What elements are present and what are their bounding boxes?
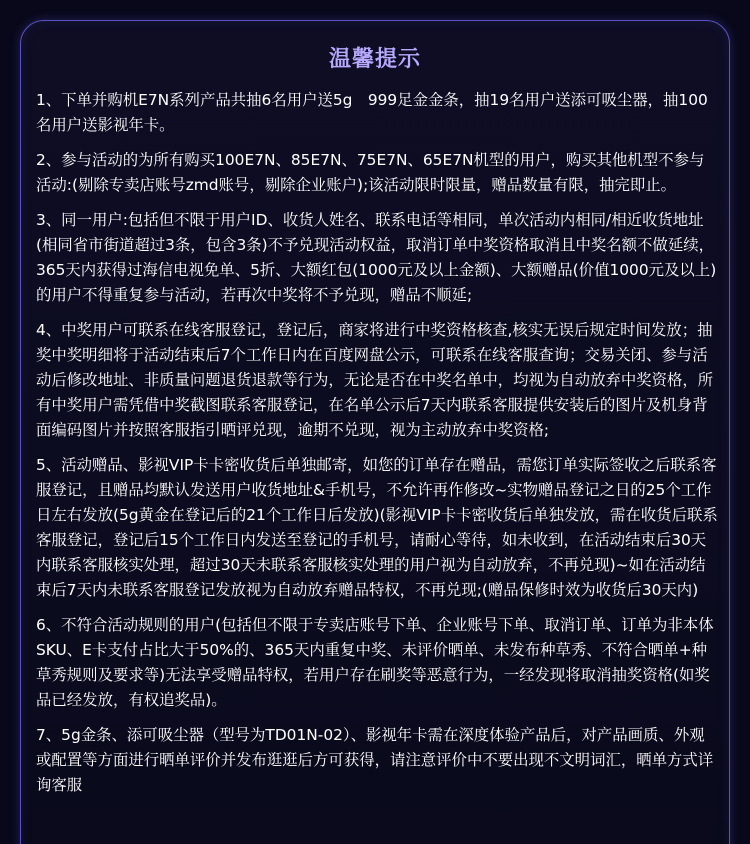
rule-item-3: 3、同一用户:包括但不限于用户ID、收货人姓名、联系电话等相同，单次活动内相同/相近收货地址(相同省市街道超过3条，包含3条)不予兑现活动权益，取消订单中奖资格取消且中奖名额不做延续，365天内获得过海信电视免单、5折、大额红包(1000元及以上金额)、大额赠品(价值1000元及以上)的用户不得重复参与活动，若再次中奖将不予兑现，赠品不顺延; [36,211,717,304]
rule-item-4: 4、中奖用户可联系在线客服登记，登记后，商家将进行中奖资格核查,核实无误后规定时间发放；抽奖中奖明细将于活动结束后7个工作日内在百度网盘公示，可联系在线客服查询；交易关闭、参与活动后修改地址、非质量问题退货退款等行为，无论是否在中奖名单中，均视为自动放弃中奖资格，所有中奖用户需凭借中奖截图联系客服登记，在名单公示后7天内联系客服提供安装后的图片及机身背面编码图片并按照客服指引晒评兑现，逾期不兑现，视为主动放弃中奖资格; [36,321,714,439]
rule-item-7: 7、5g金条、添可吸尘器（型号为TD01N-02）、影视年卡需在深度体验产品后，对产品画质、外观或配置等方面进行晒单评价并发布逛逛后方可获得，请注意评价中不要出现不文明词汇，晒单方式详询客服 [36,726,714,794]
rule-item-5: 5、活动赠品、影视VIP卡卡密收货后单独邮寄，如您的订单存在赠品，需您订单实际签收之后联系客服登记，且赠品均默认发送用户收货地址&手机号，不允许再作修改~实物赠品登记之日的25个工作日左右发放(5g黄金在登记后的21个工作日后发放)(影视VIP卡卡密收货后单独发放，需在收货后联系客服登记，登记后15个工作日内发送至登记的手机号，请耐心等待，如未收到，在活动结束后30天内联系客服核实处理，超过30天未联系客服核实处理的用户视为自动放弃，不再兑现)~如在活动结束后7天内未联系客服登记发放视为自动放弃赠品特权，不再兑现;(赠品保修时效为收货后30天内) [36,456,718,599]
rule-item-1: 1、下单并购机E7N系列产品共抽6名用户送5g 999足金金条，抽19名用户送添可吸尘器，抽100名用户送影视年卡。 [36,91,708,134]
notice-title: 温馨提示 [328,47,421,72]
rules-list [36,88,718,808]
rule-item-6: 6、不符合活动规则的用户(包括但不限于专卖店账号下单、企业账号下单、取消订单、订单为非本体SKU、E卡支付占比大于50%的、365天内重复中奖、未评价晒单、未发布种草秀、不符合晒单+种草秀规则及要求等)无法享受赠品特权，若用户存在刷奖等恶意行为，一经发现将取消抽奖资格(如奖品已经发放，有权追奖品)。 [36,616,714,709]
rule-item-2: 2、参与活动的为所有购买100E7N、85E7N、75E7N、65E7N机型的用户，购买其他机型不参与活动:(剔除专卖店账号zmd账号，剔除企业账户);该活动限时限量，赠品数量有限，抽完即止。 [36,151,705,194]
